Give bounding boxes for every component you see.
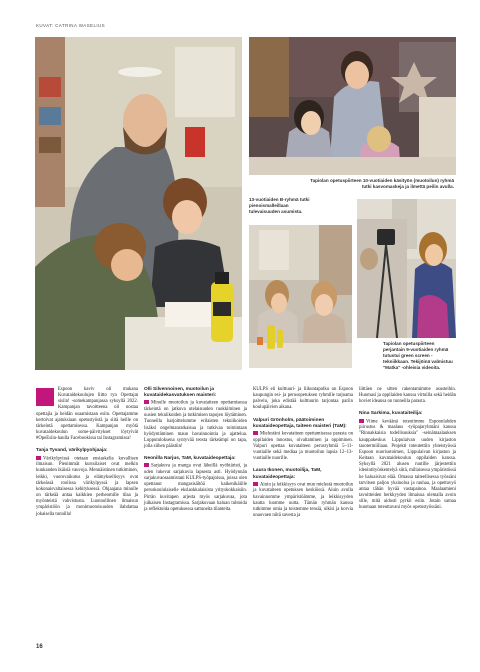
heading-valpuri-gronholm: Valpuri Grönholm, päätoiminen kuvataideopettaja, taiteen maisteri (TaM): — [253, 417, 347, 429]
photo-mask-workshop — [249, 37, 456, 175]
heading-olli-silvennoinen: Olli Silvennoinen, muotoilun ja kuvataidekasvatuksen maisteri: — [144, 387, 217, 399]
photo-model-building-image — [249, 225, 352, 368]
article-column-3 — [253, 387, 353, 519]
article-column-4 — [359, 387, 456, 512]
caption-top-right: Tapiolan opetuspiirteen 10-vuotiaiden käsityön (muotoilun) ryhmä tutki kasvomaskeja ja ilmettä peilin avulla. — [310, 178, 454, 189]
intro-paragraph: Espoon kaviv oli mukana Kuvataidekoulujen liitto ryn Opettajat sisiin! -somekampanjassa syksyllä 2022. Kampanjan tavoitteena oli nostaa opettajia ja heidän osaamistaan esiin. Opettajamme kertoivat ajatuksiaan opetustyöstä ja siitä heille on tärkeintä opettamisessa. Kampanjan myötä kuvataidekoulun some-päivitykset löytyivät #OpeEsiin-haulla Facebookissa tai Instagramissa! — [36, 387, 138, 442]
paragraph-olli-silvennoinen: Minulle muotoilun ja kuvataiteen opettamisessa tärkeintä on jatkuva utelaisuuden ruokkiminen ja uusien tekniikoiden ja tutkimisen tapojen löytäminen. Tunneilla harjoittelumme erilaisten tekniikoiden lisäksi ongelmanratkaisua ja tutkivaa toimintaan hyödyntäminen maun havainnointia ja ajattelua. Lopputuloksena syntyvää teosta tärkeämpi on tapa, jolla siihen päästiin! — [144, 400, 247, 449]
article-column-2 — [144, 387, 247, 513]
heading-laura-ikonen: Laura Ikonen, muotoilija, TaM, kuvataideopettaja: — [253, 468, 322, 480]
photo-mask-workshop-image — [249, 37, 456, 175]
photo-green-screen-image — [357, 199, 456, 338]
bullet-square-icon — [359, 419, 364, 423]
photo-credit: KUVAT: CATRINA WASELIUS — [36, 23, 106, 28]
caption-left-group: 13-vuotiaiden B-ryhmä tutki pienoismalleillaan tulevaisuuden asumista. — [249, 197, 310, 214]
paragraph-laura-ikonen: Aiuin ja leikkisyys ovat mun mielestä muotoilun ja kuvataiteen opetuksen keskiössä. Aiuin avulla havainnomme ympäristöämme, ja leikkisyyden kautta luomme uutta. Tämän ryhmän kanssa tutkimme omia ja toistemme tensiä, ulkisi ja korvia unaovaen niitä savesta ja — [253, 482, 353, 518]
paragraph-valpuri-gronholm: Mielestäni kuvataiteen opettamisessa parasta on oppilaiden innostus, oivaltaminen ja oppiminen. Valpuri opettaa kuvataiteen perusryhmiä 5–11-vuotiaille sekä mediaa ja muotoilun lapsia 12–13-vuotiaille nuorille. — [253, 431, 353, 462]
paragraph-nina-sarkima: Viime keväänä toteutimme Espoonlahden piirustus & maalaus -työpajaryhmäni kanssa "Rinnakkaisia todellisuuksia" -seinämaalauksen kauppakeskus Lippulaivan uuden kirjaston tasotermiiliaan. Projekti toteutettiin yhteistyössä Espoon nuorisotoimen, Lippulaivan kirjaston ja Keitaan kuvataidekoulun oppilaiden kanssa. Syksyllä 2021 alusen ruutille järjestettiin ideointityöskentelyä siitä, millaisessa ympäristössä he haluaisivat elää. Omassa taiteellisessa työssäni tarvitsen paljon yksinoloa ja rauhaa, ja opettavyö antaa tähän hyvää vastapainoa. Maalaamieni tavoitteiden herkkyyden ilmaisua olemalla avoin sille, mitä aidosti pyrkii esiin. Jotain samaa huomaan toteuttavani myös opetustyössäni. — [359, 419, 456, 511]
heading-neonilla-narjus: Neonilla Narjus, TaM, kuvataideopettaja: — [144, 456, 236, 462]
paragraph-neonilla-narjus: Sarjakuva ja manga ovat läheillä nyöhtäristi, ja uden lukevat sarjakuvia lapsesta asti. Hyödynnän sarjakuvaosaamistani KULPS-työpajoissa, joissa olen opettanut mangasisältöä kaikenikäiille peruskoululaiselle ekslaokkalaisista yrityskokkaisiin. Pirrän kuvitapen arjesta myös sarjakuvaa, jota julkaisen Instagramissa. Sarjakuvaan haluan tuhtoida ja reflektoida opetuksessa sattuneita tilanteita. — [144, 463, 247, 512]
photo-students-designing — [35, 37, 242, 370]
bullet-square-icon — [253, 482, 258, 486]
drop-square-icon — [36, 388, 54, 406]
heading-nina-sarkima: Nina Sarkima, kuvataiteilija: — [359, 411, 423, 417]
page-number: 16 — [36, 644, 43, 650]
photo-students-designing-image — [35, 37, 242, 370]
bullet-square-icon — [253, 431, 258, 435]
paragraph-tanja-tyvand: Värikylpyissä otetaan ensiaskelia kuvallisen ilmaisun. Pienimmät kurssilaiset ovat melkin kunkanden ikäisiä vauvoja. Mennäistinen tutkiminen, leikki, vuorovaikutus ja elämyksellisyys ovat tärkeässä roolissa värikylpyssä ja lapsen kokonaisvaltaisessa kehityksessä. Ohjaajana minulle on tärkeää antaa kaikkien perheomille tilaa ja myönteistä vahvistusta. Luonnollinen ilmaisun ympäristöön ja monimuotoisuuden ilahdattaa jokaisella tunnilla! — [36, 456, 138, 517]
paragraph-kulps: KULPS eli kulttuuri- ja liikuntapolku on Espoon kaupungin esi- ja perusopetuksen ryhmille tarjoama palvelu, joka edistää kulttuurin tarjontaa pariin koulupäivien aikana. — [253, 387, 353, 411]
photo-model-building — [249, 225, 352, 368]
article-column-1 — [36, 387, 138, 518]
bullet-square-icon — [144, 463, 149, 467]
paragraph-continuation: liittäen ne sitten rakentamimme asusteihin. Huomasi ja oppilaiden kanssa virtuilla sekä heidän hoviet ideansa on tunneilla parasta. — [359, 387, 456, 405]
photo-green-screen — [357, 199, 456, 338]
bullet-square-icon — [144, 400, 149, 404]
bullet-square-icon — [36, 456, 41, 460]
caption-bottom-right: Tapiolan opetuspiirteen perjantain 9-vuotiaiden ryhmä tutustui green screen -tekniikkaan. Tekijöinä valmistuu "Matka" -ohleisia videoita. — [383, 341, 453, 370]
heading-tanja-tyvand: Tanja Tyvand, värikylpyohjaaja: — [36, 448, 108, 454]
